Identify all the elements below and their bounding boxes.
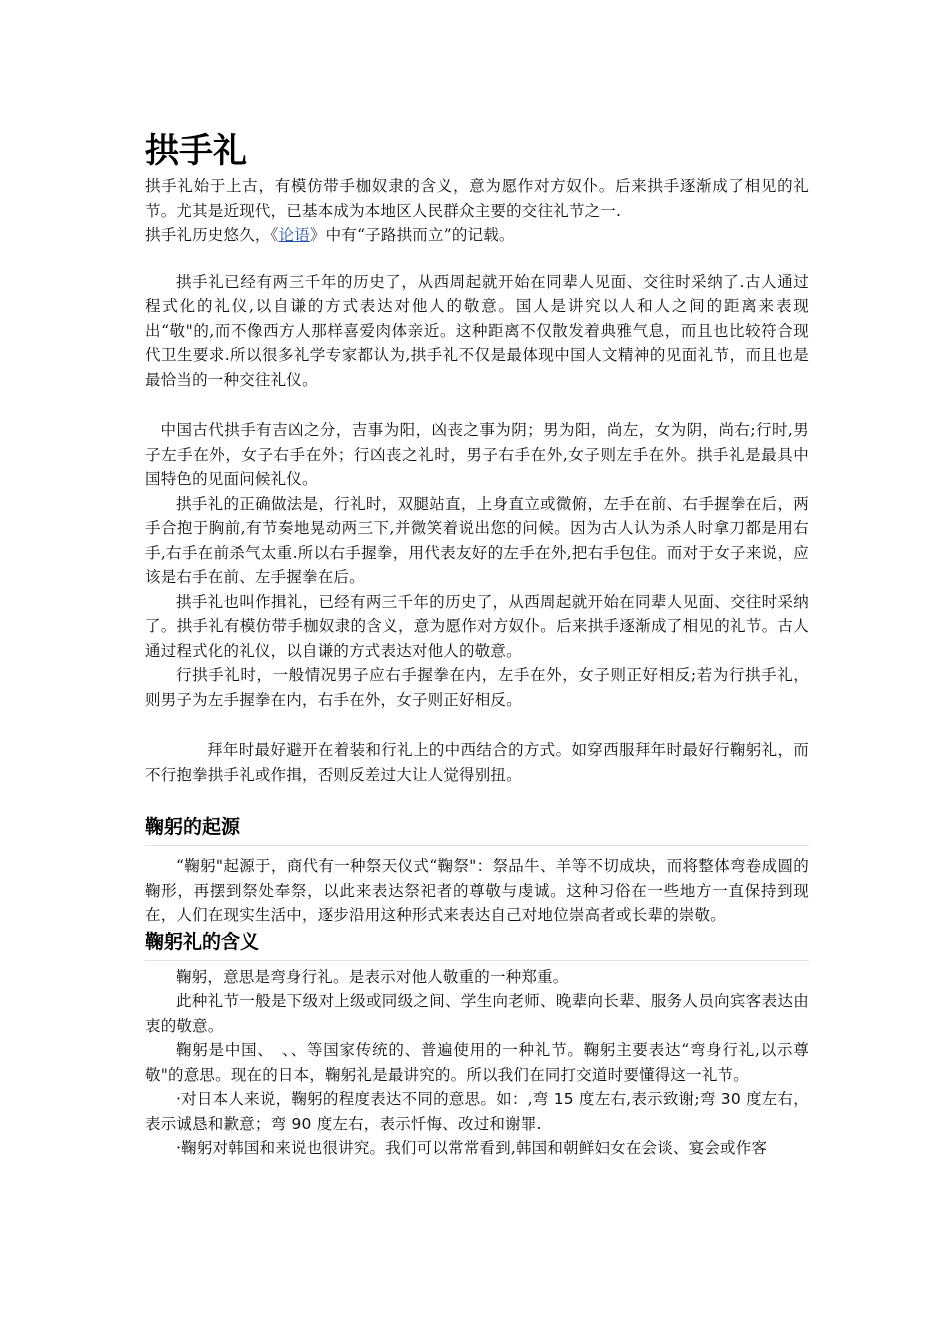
japan-bow-text-b: 度左右,表示致谢;弯 — [573, 1090, 721, 1108]
japan-bow-text-d: 度左右，表示忏悔、改过和谢罪. — [311, 1114, 542, 1133]
intro-citation-after: 》中有“子路拱而立”的记载。 — [309, 226, 515, 244]
document-body — [145, 128, 809, 1161]
meaning-paragraph-3: 鞠躬是中国、 、、等国家传统的、普遍使用的一种礼节。鞠躬主要表达“弯身行礼,以示尊敬"的意思。现在的日本，鞠躬礼是最讲究的。所以我们在同打交道时要懂得这一礼节。 — [145, 1041, 809, 1084]
japan-bow-text-a: ·对日本人来说，鞠躬的程度表达不同的意思。如：,弯 — [176, 1090, 554, 1108]
bow-angle-90: 90 — [291, 1114, 312, 1133]
bow-angle-15: 15 — [553, 1090, 574, 1108]
new-year-paragraph: 拜年时最好避开在着装和行礼上的中西结合的方式。如穿西服拜年时最好行鞠躬礼，而不行抱拳拱手礼或作揖，否则反差过大让人觉得别扭。 — [145, 741, 809, 784]
correct-method-paragraph: 拱手礼的正确做法是，行礼时，双腿站直，上身直立或微俯，左手在前、右手握拳在后，两手合抱于胸前,有节奏地晃动两三下,并微笑着说出您的问候。因为古人认为杀人时拿刀都是用右手,右手在前杀气太重.所以右手握拳，用代表友好的左手在外,把右手包住。而对于女子来说，应该是右手在前、左手握拳在后。 — [145, 494, 809, 586]
gesture-rule-paragraph: 行拱手礼时，一般情况男子应右手握拳在内，左手在外，女子则正好相反;若为行拱手礼，则男子为左手握拳在内，右手在外，女子则正好相反。 — [145, 666, 809, 709]
page-title: 拱手礼 — [145, 131, 247, 171]
japan-bow-paragraph — [145, 1087, 809, 1136]
section-heading-origin: 鞠躬的起源 — [145, 813, 809, 846]
bow-angle-30: 30 — [720, 1090, 741, 1108]
origin-paragraph: “鞠躬"起源于，商代有一种祭天仪式“鞠祭"：祭品牛、羊等不切成块，而将整体弯卷成圆的鞠形，再摆到祭处奉祭，以此来表达祭祀者的尊敬与虔诚。这种习俗在一些地方一直保持到现在，人们在现实生活中，逐步沿用这种形式来表达自己对地位崇高者或长辈的崇敬。 — [145, 857, 809, 924]
section-heading-meaning: 鞠躬礼的含义 — [145, 928, 809, 961]
ancient-custom-paragraph: 中国古代拱手有吉凶之分，吉事为阳，凶丧之事为阴；男为阳，尚左，女为阴，尚右;行时,男子左手在外，女子右手在外；行凶丧之礼时，男子右手在外,女子则左手在外。拱手礼是最具中国特色的见面问候礼仪。 — [145, 421, 809, 488]
meaning-paragraph-1: 鞠躬，意思是弯身行礼。是表示对他人敬重的一种郑重。 — [176, 967, 569, 986]
zuoyi-paragraph: 拱手礼也叫作揖礼，已经有两三千年的历史了，从西周起就开始在同辈人见面、交往时采纳了。拱手礼有模仿带手枷奴隶的含义，意为愿作对方奴仆。后来拱手逐渐成了相见的礼节。古人通过程式化的礼仪，以自谦的方式表达对他人的敬意。 — [145, 592, 809, 660]
lunyu-link[interactable]: 论语 — [278, 226, 310, 244]
meaning-paragraph-2: 此种礼节一般是下级对上级或同级之间、学生向老师、晚辈向长辈、服务人员向宾客表达由衷的敬意。 — [145, 992, 809, 1035]
intro-paragraph: 拱手礼始于上古，有模仿带手枷奴隶的含义，意为愿作对方奴仆。后来拱手逐渐成了相见的礼节。尤其是近现代，已基本成为本地区人民群众主要的交往礼节之一. — [145, 177, 809, 220]
japan-bow-text-c: 度左右，表示诚恳和歉意；弯 — [145, 1090, 810, 1133]
intro-citation-before: 拱手礼历史悠久，《 — [145, 226, 279, 244]
korea-bow-paragraph: ·鞠躬对韩国和来说也很讲究。我们可以常常看到,韩国和朝鲜妇女在会谈、宴会或作客 — [176, 1139, 768, 1157]
history-paragraph: 拱手礼已经有两三千年的历史了，从西周起就开始在同辈人见面、交往时采纳了.古人通过程式化的礼仪,以自谦的方式表达对他人的敬意。国人是讲究以人和人之间的距离来表现出“敬"的,而不像西方人那样喜爱肉体亲近。这种距离不仅散发着典雅气息，而且也比较符合现代卫生要求.所以很多礼学专家都认为,拱手礼不仅是最体现中国人文精神的见面礼节，而且也是最恰当的一种交往礼仪。 — [145, 272, 809, 389]
intro-citation — [145, 223, 809, 248]
